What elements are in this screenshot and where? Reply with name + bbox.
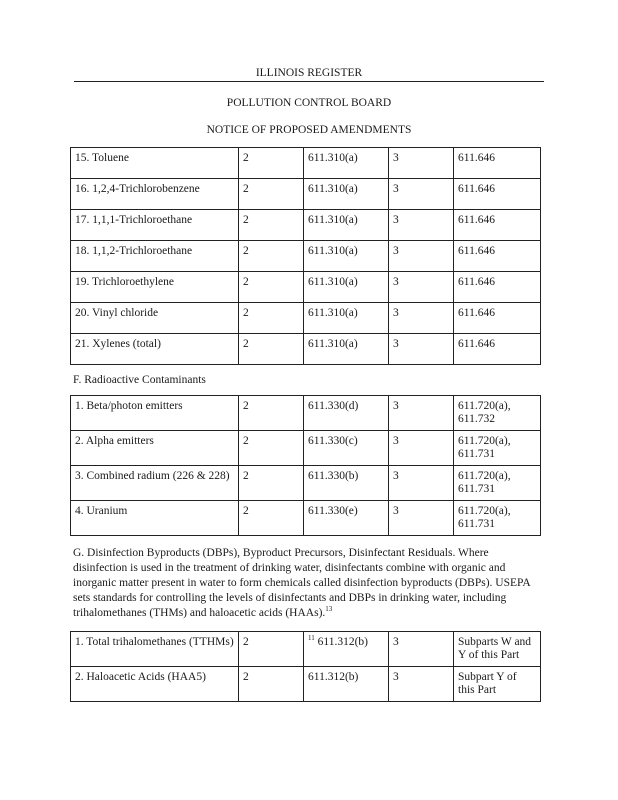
- footnote-ref: 11: [308, 634, 315, 643]
- section-f-heading: F. Radioactive Contaminants: [73, 374, 206, 386]
- section-g-text: G. Disinfection Byproducts (DBPs), Byproduct Precursors, Disinfectant Residuals. Where disinfection is used in the treatment of drinking water, disinfectants combine with organic and inorganic matter present in water to form chemicals called disinfection byproducts (DBPs). USEPA sets standards for controlling the levels of disinfectants and DBPs in drinking water, including trihalomethanes (THMs) and haloacetic acids (HAAs).: [73, 547, 531, 619]
- cell-text: 2. Haloacetic Acids (HAA5): [75, 671, 206, 683]
- table-row: [71, 272, 541, 303]
- cell-text: 611.310(a): [308, 183, 358, 195]
- cell-level: [239, 501, 304, 536]
- cell-section: [304, 272, 389, 303]
- cell-text: 2: [243, 183, 249, 195]
- cell-contaminant: [71, 148, 239, 179]
- cell-text: 21. Xylenes (total): [75, 338, 161, 350]
- cell-tier: [389, 667, 454, 702]
- cell-notice-section: [454, 667, 541, 702]
- cell-section: [304, 396, 389, 431]
- cell-text: 611.646: [458, 307, 495, 319]
- cell-notice-section: [454, 501, 541, 536]
- cell-level: [239, 210, 304, 241]
- cell-level: [239, 334, 304, 365]
- cell-tier: [389, 241, 454, 272]
- cell-section: [304, 148, 389, 179]
- cell-notice-section: [454, 241, 541, 272]
- cell-tier: [389, 148, 454, 179]
- cell-contaminant: [71, 667, 239, 702]
- cell-text: 1. Beta/photon emitters: [75, 400, 183, 412]
- cell-text: 3: [393, 152, 399, 164]
- cell-section: [304, 241, 389, 272]
- cell-text: 611.720(a), 611.732: [458, 400, 511, 425]
- cell-text: 3: [393, 435, 399, 447]
- cell-tier: [389, 431, 454, 466]
- cell-text: 611.312(b): [308, 671, 359, 683]
- cell-tier: [389, 272, 454, 303]
- radioactive-contaminants-table: [70, 395, 541, 536]
- cell-notice-section: [454, 272, 541, 303]
- cell-text: 2: [243, 470, 249, 482]
- cell-text: 2: [243, 505, 249, 517]
- cell-text: Subpart Y of this Part: [458, 671, 517, 696]
- cell-level: [239, 303, 304, 334]
- notice-title: NOTICE OF PROPOSED AMENDMENTS: [206, 124, 412, 136]
- section-g-paragraph: [73, 546, 543, 621]
- cell-text: 2: [243, 400, 249, 412]
- cell-contaminant: [71, 179, 239, 210]
- cell-contaminant: [71, 431, 239, 466]
- cell-tier: [389, 334, 454, 365]
- cell-text: 611.310(a): [308, 338, 358, 350]
- header-rule: [74, 81, 544, 82]
- cell-text: 20. Vinyl chloride: [75, 307, 159, 319]
- cell-section: [304, 466, 389, 501]
- cell-text: 611.310(a): [308, 245, 358, 257]
- cell-text: 611.310(a): [308, 152, 358, 164]
- cell-text: 611.646: [458, 183, 495, 195]
- dbp-table: [70, 631, 541, 702]
- cell-text: 611.330(b): [308, 470, 359, 482]
- cell-text: 611.720(a), 611.731: [458, 470, 511, 495]
- cell-level: [239, 431, 304, 466]
- cell-contaminant: [71, 632, 239, 667]
- cell-tier: [389, 501, 454, 536]
- cell-level: [239, 466, 304, 501]
- cell-notice-section: [454, 632, 541, 667]
- cell-tier: [389, 303, 454, 334]
- cell-text: 3. Combined radium (226 & 228): [75, 470, 230, 482]
- cell-text: Subparts W and Y of this Part: [458, 636, 532, 661]
- table-row: [71, 241, 541, 272]
- cell-text: 19. Trichloroethylene: [75, 276, 175, 288]
- cell-contaminant: [71, 272, 239, 303]
- cell-text: 2: [243, 636, 249, 648]
- cell-text: 2: [243, 671, 249, 683]
- cell-text: 3: [393, 470, 399, 482]
- cell-text: 3: [393, 400, 399, 412]
- cell-tier: [389, 632, 454, 667]
- cell-contaminant: [71, 501, 239, 536]
- table-row: [71, 632, 541, 667]
- cell-notice-section: [454, 334, 541, 365]
- table-row: [71, 179, 541, 210]
- cell-level: [239, 632, 304, 667]
- organic-contaminants-table: [70, 147, 541, 365]
- cell-contaminant: [71, 241, 239, 272]
- table-row: [71, 466, 541, 501]
- cell-text: 3: [393, 671, 399, 683]
- cell-notice-section: [454, 179, 541, 210]
- cell-level: [239, 148, 304, 179]
- cell-text: 2: [243, 307, 249, 319]
- cell-notice-section: [454, 396, 541, 431]
- cell-text: 611.646: [458, 276, 495, 288]
- cell-text: 611.330(c): [308, 435, 358, 447]
- cell-text: 15. Toluene: [75, 152, 129, 164]
- cell-level: [239, 241, 304, 272]
- cell-contaminant: [71, 396, 239, 431]
- cell-text: 3: [393, 245, 399, 257]
- cell-text: 611.312(b): [317, 636, 368, 648]
- cell-notice-section: [454, 148, 541, 179]
- cell-text: 4. Uranium: [75, 505, 128, 517]
- cell-notice-section: [454, 303, 541, 334]
- cell-tier: [389, 210, 454, 241]
- cell-text: 3: [393, 214, 399, 226]
- cell-section: [304, 210, 389, 241]
- table-row: [71, 210, 541, 241]
- cell-text: 2. Alpha emitters: [75, 435, 154, 447]
- register-title: ILLINOIS REGISTER: [255, 67, 363, 79]
- cell-text: 2: [243, 435, 249, 447]
- cell-level: [239, 667, 304, 702]
- cell-text: 2: [243, 338, 249, 350]
- cell-text: 611.310(a): [308, 276, 358, 288]
- cell-text: 611.720(a), 611.731: [458, 505, 511, 530]
- cell-text: 611.330(d): [308, 400, 359, 412]
- cell-text: 17. 1,1,1-Trichloroethane: [75, 214, 193, 226]
- cell-text: 2: [243, 245, 249, 257]
- cell-text: 611.330(e): [308, 505, 358, 517]
- table-row: [71, 501, 541, 536]
- footnote-ref: 13: [325, 605, 333, 614]
- table-row: [71, 667, 541, 702]
- cell-section: [304, 431, 389, 466]
- cell-tier: [389, 179, 454, 210]
- cell-text: 2: [243, 214, 249, 226]
- cell-text: 611.310(a): [308, 307, 358, 319]
- cell-text: 611.646: [458, 338, 495, 350]
- cell-text: 611.646: [458, 245, 495, 257]
- cell-text: 3: [393, 183, 399, 195]
- cell-level: [239, 179, 304, 210]
- cell-text: 3: [393, 307, 399, 319]
- table-row: [71, 334, 541, 365]
- table-row: [71, 396, 541, 431]
- cell-section: [304, 303, 389, 334]
- cell-text: 2: [243, 152, 249, 164]
- cell-tier: [389, 396, 454, 431]
- cell-level: [239, 272, 304, 303]
- cell-text: 3: [393, 505, 399, 517]
- cell-contaminant: [71, 210, 239, 241]
- cell-text: 1. Total trihalomethanes (TTHMs): [75, 636, 234, 648]
- cell-text: 611.310(a): [308, 214, 358, 226]
- table-row: [71, 148, 541, 179]
- cell-contaminant: [71, 334, 239, 365]
- cell-section: [304, 334, 389, 365]
- cell-section: [304, 632, 389, 667]
- cell-tier: [389, 466, 454, 501]
- cell-contaminant: [71, 466, 239, 501]
- cell-notice-section: [454, 431, 541, 466]
- cell-notice-section: [454, 210, 541, 241]
- cell-text: 2: [243, 276, 249, 288]
- cell-contaminant: [71, 303, 239, 334]
- cell-text: 611.646: [458, 214, 495, 226]
- cell-text: 611.646: [458, 152, 495, 164]
- cell-text: 3: [393, 276, 399, 288]
- cell-section: [304, 501, 389, 536]
- cell-text: 3: [393, 636, 399, 648]
- cell-text: 3: [393, 338, 399, 350]
- cell-notice-section: [454, 466, 541, 501]
- cell-text: 611.720(a), 611.731: [458, 435, 511, 460]
- cell-level: [239, 396, 304, 431]
- cell-text: 18. 1,1,2-Trichloroethane: [75, 245, 193, 257]
- board-title: POLLUTION CONTROL BOARD: [226, 97, 392, 109]
- cell-section: [304, 667, 389, 702]
- cell-section: [304, 179, 389, 210]
- cell-text: 16. 1,2,4-Trichlorobenzene: [75, 183, 200, 195]
- table-row: [71, 431, 541, 466]
- table-row: [71, 303, 541, 334]
